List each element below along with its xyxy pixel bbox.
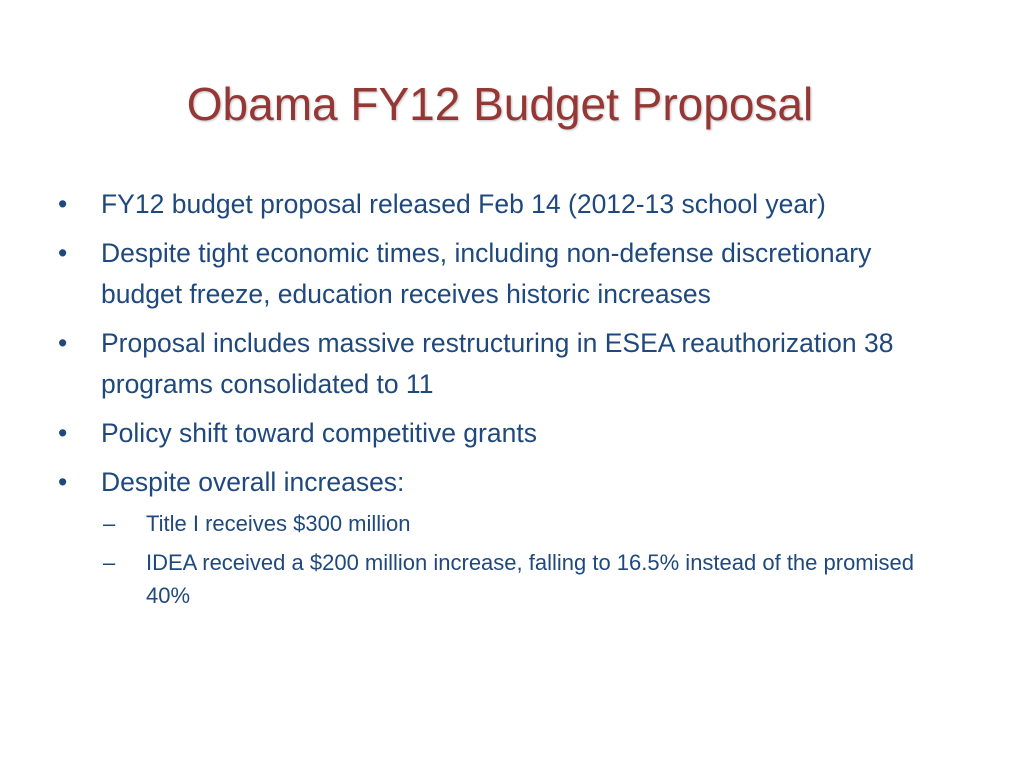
bullet-marker: • bbox=[58, 238, 68, 268]
sub-bullet-item bbox=[103, 546, 958, 612]
bullet-text: Proposal includes massive restructuring in ESEA reauthorization 38 programs consolidated to 11 bbox=[101, 328, 894, 399]
bullet-marker: • bbox=[58, 189, 68, 219]
sub-bullet-marker: – bbox=[103, 550, 116, 575]
bullet-marker: • bbox=[58, 328, 68, 358]
bullet-item bbox=[58, 233, 958, 315]
bullet-item bbox=[58, 413, 958, 454]
sub-bullet-item bbox=[103, 507, 958, 540]
bullet-marker: • bbox=[58, 418, 68, 448]
bullet-text: FY12 budget proposal released Feb 14 (2012-13 school year) bbox=[101, 189, 826, 219]
bullet-text: Despite tight economic times, including non-defense discretionary budget freeze, education receives historic increases bbox=[101, 238, 872, 309]
slide-title: Obama FY12 Budget Proposal bbox=[186, 78, 814, 130]
sub-bullet-text: Title I receives $300 million bbox=[146, 511, 411, 536]
bullet-item bbox=[58, 323, 958, 405]
bullet-item bbox=[58, 462, 958, 503]
bullet-marker: • bbox=[58, 467, 68, 497]
bullet-text: Policy shift toward competitive grants bbox=[101, 418, 537, 448]
sub-bullet-text: IDEA received a $200 million increase, falling to 16.5% instead of the promised 40% bbox=[146, 550, 914, 608]
bullet-text: Despite overall increases: bbox=[101, 467, 405, 497]
bullet-item bbox=[58, 184, 958, 225]
bullet-list bbox=[58, 184, 958, 618]
sub-bullet-marker: – bbox=[103, 511, 116, 536]
